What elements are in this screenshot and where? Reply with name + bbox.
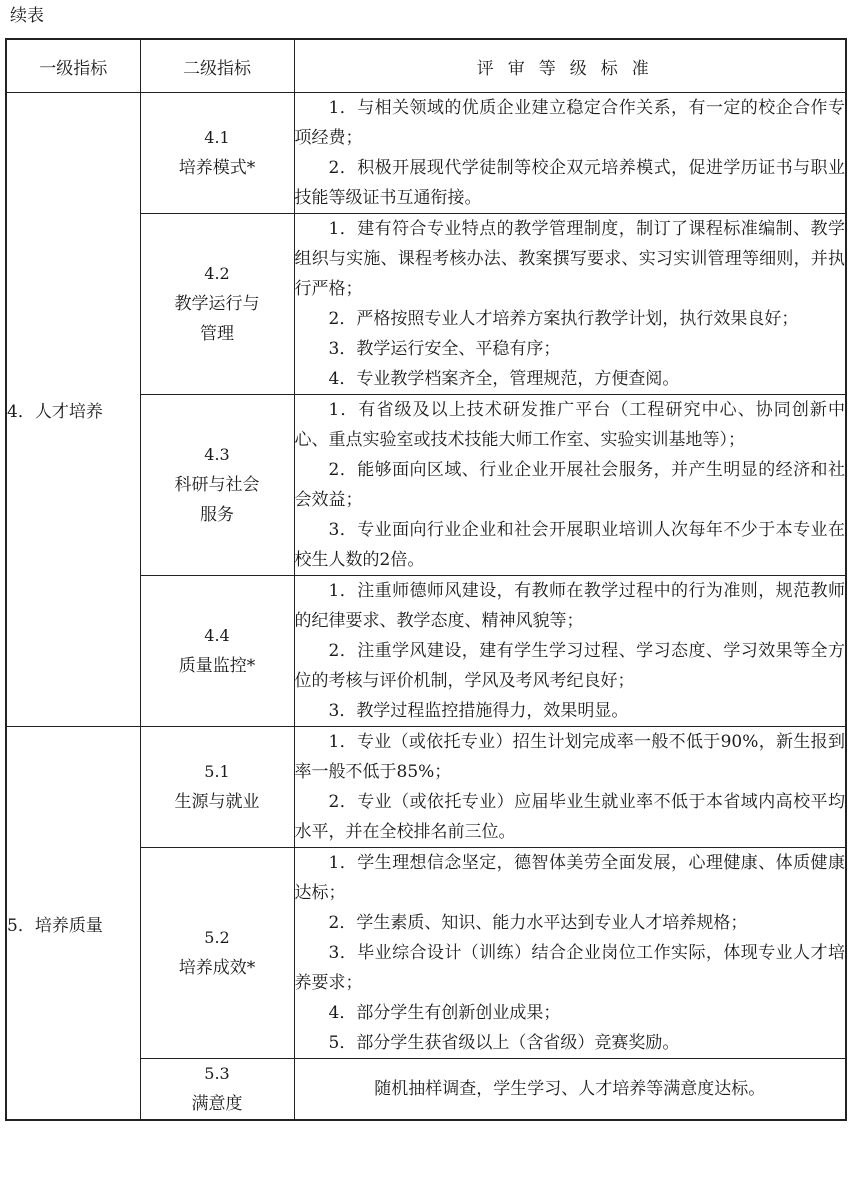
level2-indicator [140,395,294,576]
criterion-item: 1．与相关领域的优质企业建立稳定合作关系，有一定的校企合作专项经费； [294,98,845,148]
indicator-name: 培养模式* [178,158,256,178]
criterion-item: 1．注重师德师风建设，有教师在教学过程中的行为准则，规范教师的纪律要求、教学态度、精神风貌等； [294,581,845,631]
table-header-row [6,39,846,93]
criterion-item: 2．能够面向区域、行业企业开展社会服务，并产生明显的经济和社会效益； [294,460,845,510]
level2-indicator [140,727,294,848]
level2-indicator [140,576,294,727]
criteria-cell [294,727,846,848]
indicator-code: 5.3 [204,1064,230,1083]
level2-indicator [140,93,294,214]
criteria-cell [294,395,846,576]
indicator-code: 5.1 [204,762,230,781]
criteria-cell [294,93,846,214]
indicator-code: 4.2 [204,264,230,283]
criterion-item: 5．部分学生获省级以上（含省级）竞赛奖励。 [328,1033,680,1053]
criteria-cell [294,1059,846,1121]
table-row [6,93,846,214]
criterion-item: 4．部分学生有创新创业成果； [328,1003,561,1023]
criterion-item: 1．学生理想信念坚定，德智体美劳全面发展，心理健康、体质健康达标； [294,853,845,903]
criterion-item: 1．有省级及以上技术研发推广平台（工程研究中心、协同创新中心、重点实验室或技术技能大师工作室、实验实训基地等）； [294,400,845,450]
level1-indicator: 5．培养质量 [6,727,140,1121]
indicator-code: 4.3 [204,445,230,464]
indicator-name: 服务 [200,505,234,525]
criteria-cell [294,848,846,1059]
indicator-code: 4.1 [204,128,230,147]
indicator-name: 满意度 [191,1094,243,1114]
table-row [6,727,846,848]
level2-indicator [140,214,294,395]
criteria-cell [294,576,846,727]
criterion-item: 3．专业面向行业企业和社会开展职业培训人次每年不少于本专业在校生人数的2倍。 [294,520,845,570]
level2-indicator [140,848,294,1059]
criterion-item: 3．教学过程监控措施得力，效果明显。 [328,701,629,721]
criterion-item: 1．专业（或依托专业）招生计划完成率一般不低于90%，新生报到率一般不低于85%； [294,732,845,782]
level2-indicator [140,1059,294,1121]
criterion-item: 1．建有符合专业特点的教学管理制度，制订了课程标准编制、教学组织与实施、课程考核办法、教案撰写要求、实习实训管理等细则，并执行严格； [294,219,845,299]
indicator-name: 教学运行与 [174,294,260,314]
header-level1: 一级指标 [6,39,140,93]
header-criteria: 评审等级标准 [294,39,846,93]
indicator-code: 5.2 [204,928,230,947]
indicator-name: 生源与就业 [174,792,260,812]
indicator-name: 质量监控* [178,656,256,676]
criterion-item: 2．学生素质、知识、能力水平达到专业人才培养规格； [328,913,748,933]
criterion-item: 2．严格按照专业人才培养方案执行教学计划，执行效果良好； [328,309,799,329]
table-caption: 续表 [10,6,44,26]
header-level2: 二级指标 [140,39,294,93]
criterion-item: 随机抽样调查，学生学习、人才培养等满意度达标。 [374,1079,766,1099]
criterion-item: 3．教学运行安全、平稳有序； [328,339,561,359]
indicator-code: 4.4 [204,626,230,645]
indicator-name: 管理 [200,324,234,344]
evaluation-standards-table [5,38,847,1121]
criterion-item: 2．专业（或依托专业）应届毕业生就业率不低于本省域内高校平均水平，并在全校排名前三位。 [294,792,845,842]
level1-indicator: 4．人才培养 [6,93,140,727]
criterion-item: 2．注重学风建设，建有学生学习过程、学习态度、学习效果等全方位的考核与评价机制，学风及考风考纪良好； [294,641,845,691]
indicator-name: 培养成效* [178,958,256,978]
indicator-name: 科研与社会 [174,475,260,495]
criterion-item: 4．专业教学档案齐全，管理规范，方便查阅。 [328,369,680,389]
criterion-item: 2．积极开展现代学徒制等校企双元培养模式，促进学历证书与职业技能等级证书互通衔接。 [294,158,845,208]
criteria-cell [294,214,846,395]
criterion-item: 3．毕业综合设计（训练）结合企业岗位工作实际，体现专业人才培养要求； [294,943,845,993]
